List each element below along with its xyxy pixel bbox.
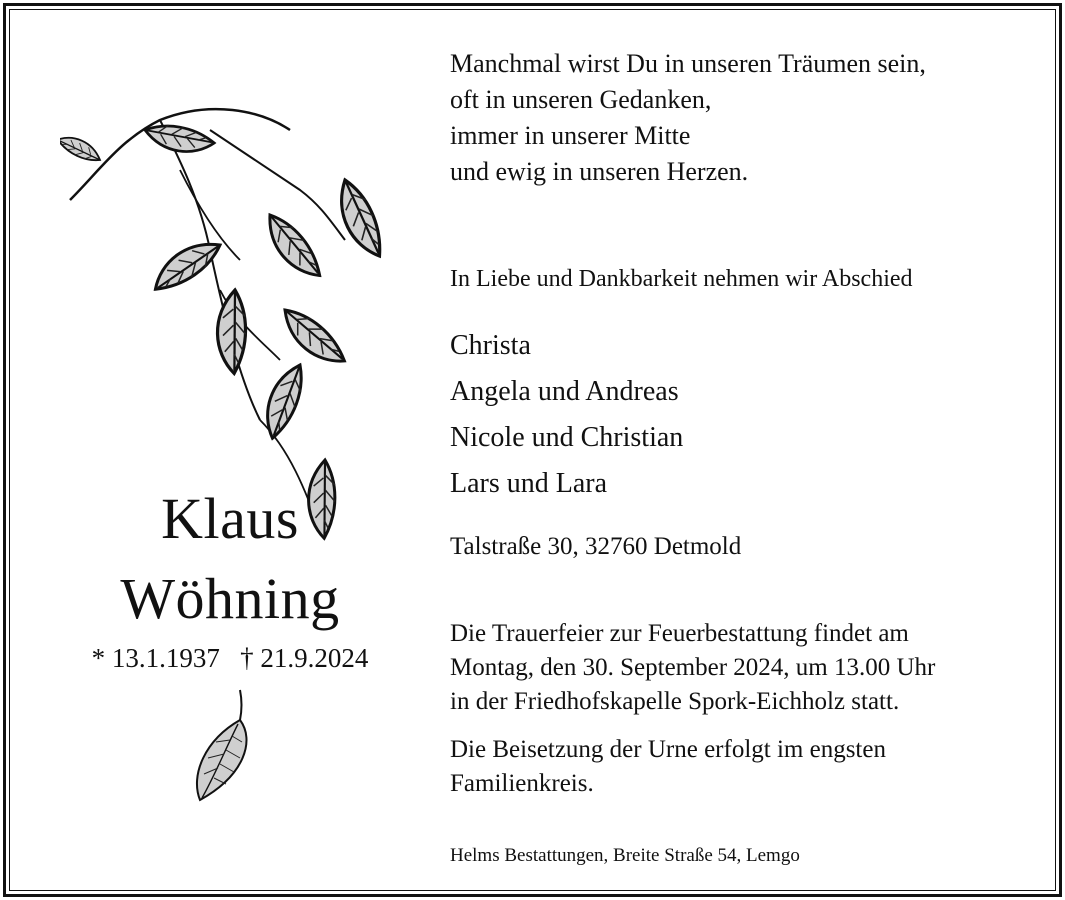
burial-notice <box>450 733 1050 801</box>
poem-line: und ewig in unseren Herzen. <box>450 157 749 186</box>
farewell-line: In Liebe und Dankbarkeit nehmen wir Abschied <box>450 266 913 292</box>
poem <box>450 46 1050 190</box>
deceased-last-name: Wöhning <box>120 566 340 631</box>
ceremony-line: in der Friedhofskapelle Spork-Eichholz statt. <box>450 688 900 715</box>
deceased-first-name: Klaus <box>161 486 299 551</box>
family-member: Lars und Lara <box>450 468 608 499</box>
poem-line: Manchmal wirst Du in unseren Träumen sein, <box>450 49 926 78</box>
ceremony-notice <box>450 617 1050 719</box>
burial-line: Familienkreis. <box>450 770 594 797</box>
family-member: Angela und Andreas <box>450 376 679 407</box>
poem-line: immer in unserer Mitte <box>450 121 691 150</box>
poem-line: oft in unseren Gedanken, <box>450 85 712 114</box>
burial-line: Die Beisetzung der Urne erfolgt im engsten <box>450 736 886 763</box>
family-member: Nicole und Christian <box>450 422 684 453</box>
family-list <box>450 323 1050 507</box>
funeral-home: Helms Bestattungen, Breite Straße 54, Lemgo <box>450 845 800 866</box>
falling-leaf-icon <box>180 680 270 810</box>
ceremony-line: Montag, den 30. September 2024, um 13.00 Uhr <box>450 654 936 681</box>
family-member: Christa <box>450 330 531 361</box>
life-dates: * 13.1.1937 † 21.9.2024 <box>91 643 369 673</box>
address: Talstraße 30, 32760 Detmold <box>450 533 742 560</box>
ceremony-line: Die Trauerfeier zur Feuerbestattung findet am <box>450 620 909 647</box>
